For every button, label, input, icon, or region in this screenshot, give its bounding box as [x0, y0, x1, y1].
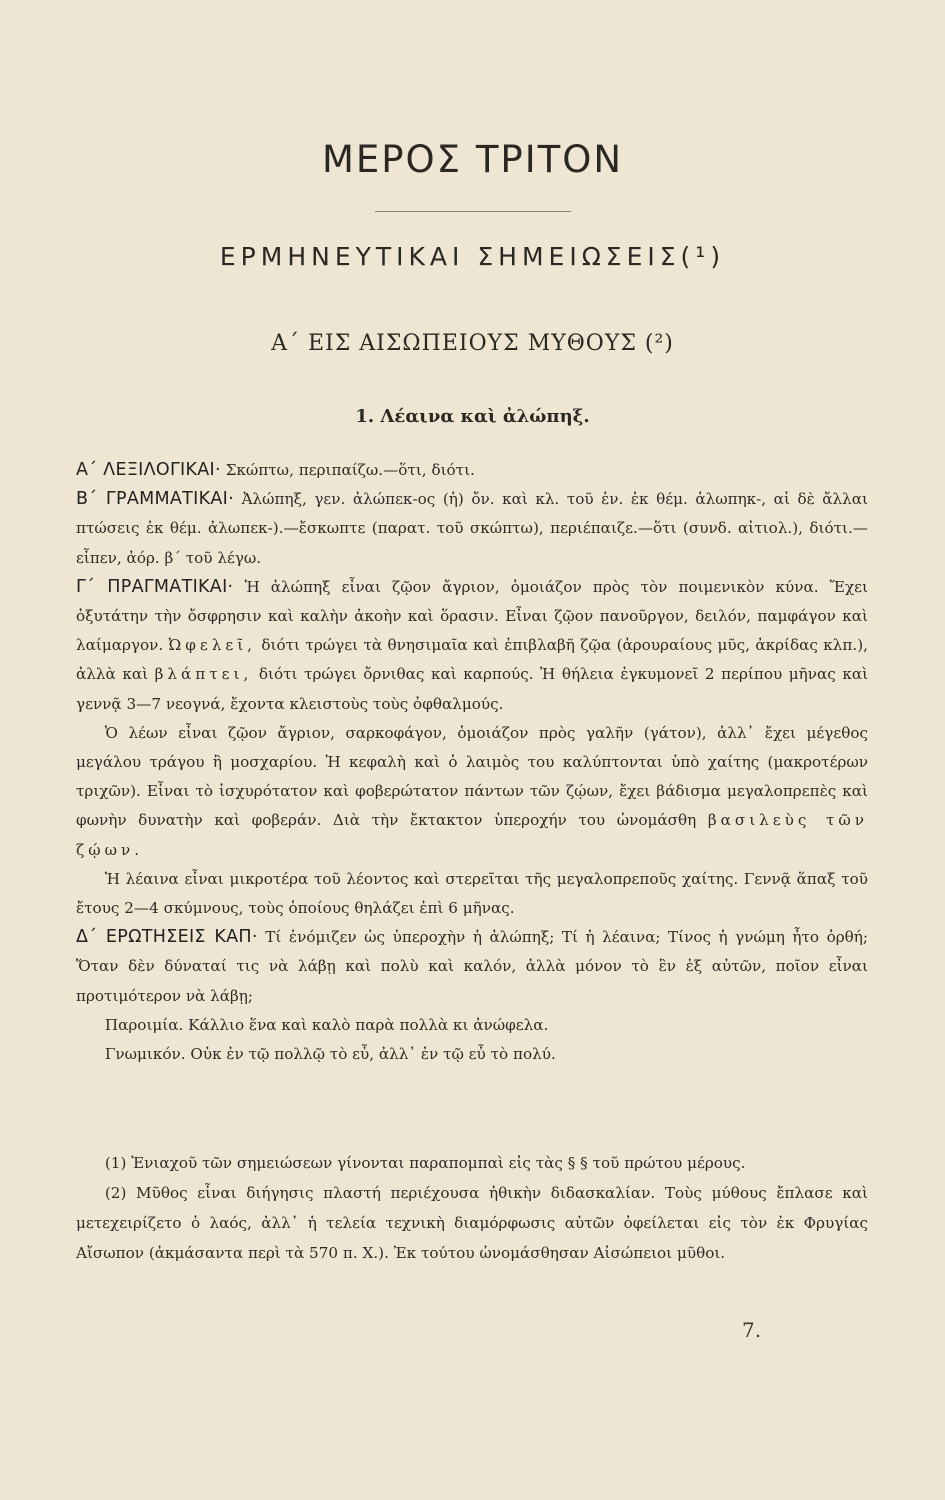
lexical-text: Σκώπτω, περιπαίζω.—ὅτι, διότι. — [225, 461, 475, 479]
fox-text-3: διότι τρώγει ὄρνιθας καὶ καρπούς. Ἡ θήλεια ἐγκυμονεῖ 2 περίπου μῆνας καὶ γεννᾷ 3—7 νεογνά, ἔχοντα κλειστοὺς τοὺς ὀφθαλμούς. — [76, 665, 869, 713]
part-title: ΜΕΡΟΣ ΤΡΙΤΟΝ — [321, 138, 624, 181]
title-divider — [375, 211, 571, 212]
fable-title: 1. Λέαινα καὶ ἀλώπηξ. — [355, 406, 590, 427]
grammatical-text: Ἀλώπηξ, γεν. ἀλώπεκ-ος (ἡ) ὄν. καὶ κλ. τοῦ ἐν. ἐκ θέμ. ἀλωπηκ-, αἱ δὲ ἄλλαι πτώσεις ἐκ θέμ. ἀλωπεκ-).—ἔσκωπτε (παρατ. τοῦ σκώπτω), περιέπαιζε.—ὅτι (συνδ. αἰτιολ.), διότι.—εἶπεν, ἀόρ. β΄ τοῦ λέγω. — [76, 490, 868, 567]
footnote-1: (1) Ἐνιαχοῦ τῶν σημειώσεων γίνονται παραπομπαὶ εἰς τὰς § § τοῦ πρώτου μέρους. — [104, 1154, 746, 1172]
fox-text-1: Ἡ ἀλώπηξ εἶναι ζῷον ἄγριον, ὁμοιάζον πρὸς τὸν ποιμενικὸν κύνα. Ἔχει ὀξυτάτην τὴν ὄσφρησιν καὶ καλὴν ἀκοὴν καὶ ὅρασιν. Εἶναι ζῷον πανοῦργον, δειλόν, παμφάγον καὶ λαίμαργον. — [76, 577, 869, 655]
grammatical-notes — [76, 485, 868, 573]
factual-notes-lioness: Ἡ λέαινα εἶναι μικροτέρα τοῦ λέοντος καὶ στερεῖται τῆς μεγαλοπρεποῦς χαίτης. Γεννᾷ ἅπαξ τοῦ ἔτους 2—4 σκύμνους, τοὺς ὁποίους θηλάζει ἐπὶ 6 μῆνας. — [76, 869, 868, 918]
fox-text-2: διότι τρώγει τὰ θνησιμαῖα καὶ ἐπιβλαβῆ ζῷα (ἀρουραίους μῦς, ἀκρίδας κλπ.), ἀλλὰ καὶ — [76, 636, 868, 684]
factual-notes-fox — [76, 573, 868, 719]
maxim: Γνωμικόν. Οὐκ ἐν τῷ πολλῷ τὸ εὖ, ἀλλ᾽ ἐν τῷ εὖ τὸ πολύ. — [104, 1045, 556, 1064]
lion-title: βασιλεὺς τῶν ζῴων. — [76, 811, 869, 859]
footnotes — [76, 1148, 868, 1268]
proverb: Παροιμία. Κάλλιο ἕνα καὶ καλὸ παρὰ πολλὰ κι ἀνώφελα. — [104, 1015, 549, 1034]
footnote-2: (2) Μῦθος εἶναι διήγησις πλαστή περιέχουσα ἠθικὴν διδασκαλίαν. Τοὺς μύθους ἔπλασε καὶ μετεχειρίζετο ὁ λαός, ἀλλ᾽ ἡ τελεία τεχνικὴ διαμόρφωσις αὐτῶν ὀφείλεται εἰς τὸν ἐκ Φρυγίας Αἴσωπον (ἀκμάσαντα περὶ τὰ 570 π. Χ.). Ἐκ τούτου ὠνομάσθησαν Αἰσώπειοι μῦθοι. — [76, 1184, 868, 1262]
lexical-label: Α΄ ΛΕΞΙΛΟΓΙΚΑΙ· — [76, 460, 221, 480]
lion-text: Ὁ λέων εἶναι ζῷον ἄγριον, σαρκοφάγον, ὁμοιάζον πρὸς γαλῆν (γάτον), ἀλλ᾽ ἔχει μέγεθος μεγάλου τράγου ἢ μοσχαρίου. Ἡ κεφαλὴ καὶ ὁ λαιμὸς του καλύπτονται ὑπὸ χαίτης (μακροτέρων τριχῶν). Εἶναι τὸ ἰσχυρότατον καὶ φοβερώτατον πάντων τῶν ζῴων, ἔχει βάδισμα μεγαλοπρεπὲς καὶ φωνὴν δυνατὴν καὶ φοβεράν. Διὰ τὴν ἔκτακτον ὑπεροχήν του ὠνομάσθη — [76, 723, 868, 830]
page-number: 7. — [742, 1318, 762, 1342]
lexical-notes — [76, 456, 868, 485]
notes-body — [76, 456, 868, 1069]
questions — [76, 923, 868, 1011]
grammatical-label: Β΄ ΓΡΑΜΜΑΤΙΚΑΙ· — [76, 489, 235, 510]
questions-label: Δ΄ ΕΡΩΤΗΣΕΙΣ ΚΑΠ· — [76, 927, 258, 948]
factual-label: Γ΄ ΠΡΑΓΜΑΤΙΚΑΙ· — [76, 576, 234, 597]
fox-useful: Ὠφελεῖ, — [168, 636, 256, 655]
subsection-title: Α΄ ΕΙΣ ΑΙΣΩΠΕΙΟΥΣ ΜΥΘΟΥΣ (²) — [271, 331, 674, 356]
fox-harmful: βλάπτει, — [154, 665, 253, 684]
section-title: ΕΡΜΗΝΕΥΤΙΚΑΙ ΣΗΜΕΙΩΣΕΙΣ(¹) — [219, 242, 726, 271]
questions-text: Τί ἐνόμιζεν ὡς ὑπεροχὴν ἡ ἀλώπηξ; Τί ἡ λέαινα; Τίνος ἡ γνώμη ἦτο ὀρθή; Ὅταν δὲν δύναταί τις νὰ λάβῃ καὶ πολὺ καὶ καλόν, ἀλλὰ μόνον τὸ ἓν ἐξ αὐτῶν, ποῖον εἶναι προτιμότερον νὰ λάβῃ; — [76, 928, 869, 1005]
factual-notes-lion — [76, 719, 868, 865]
